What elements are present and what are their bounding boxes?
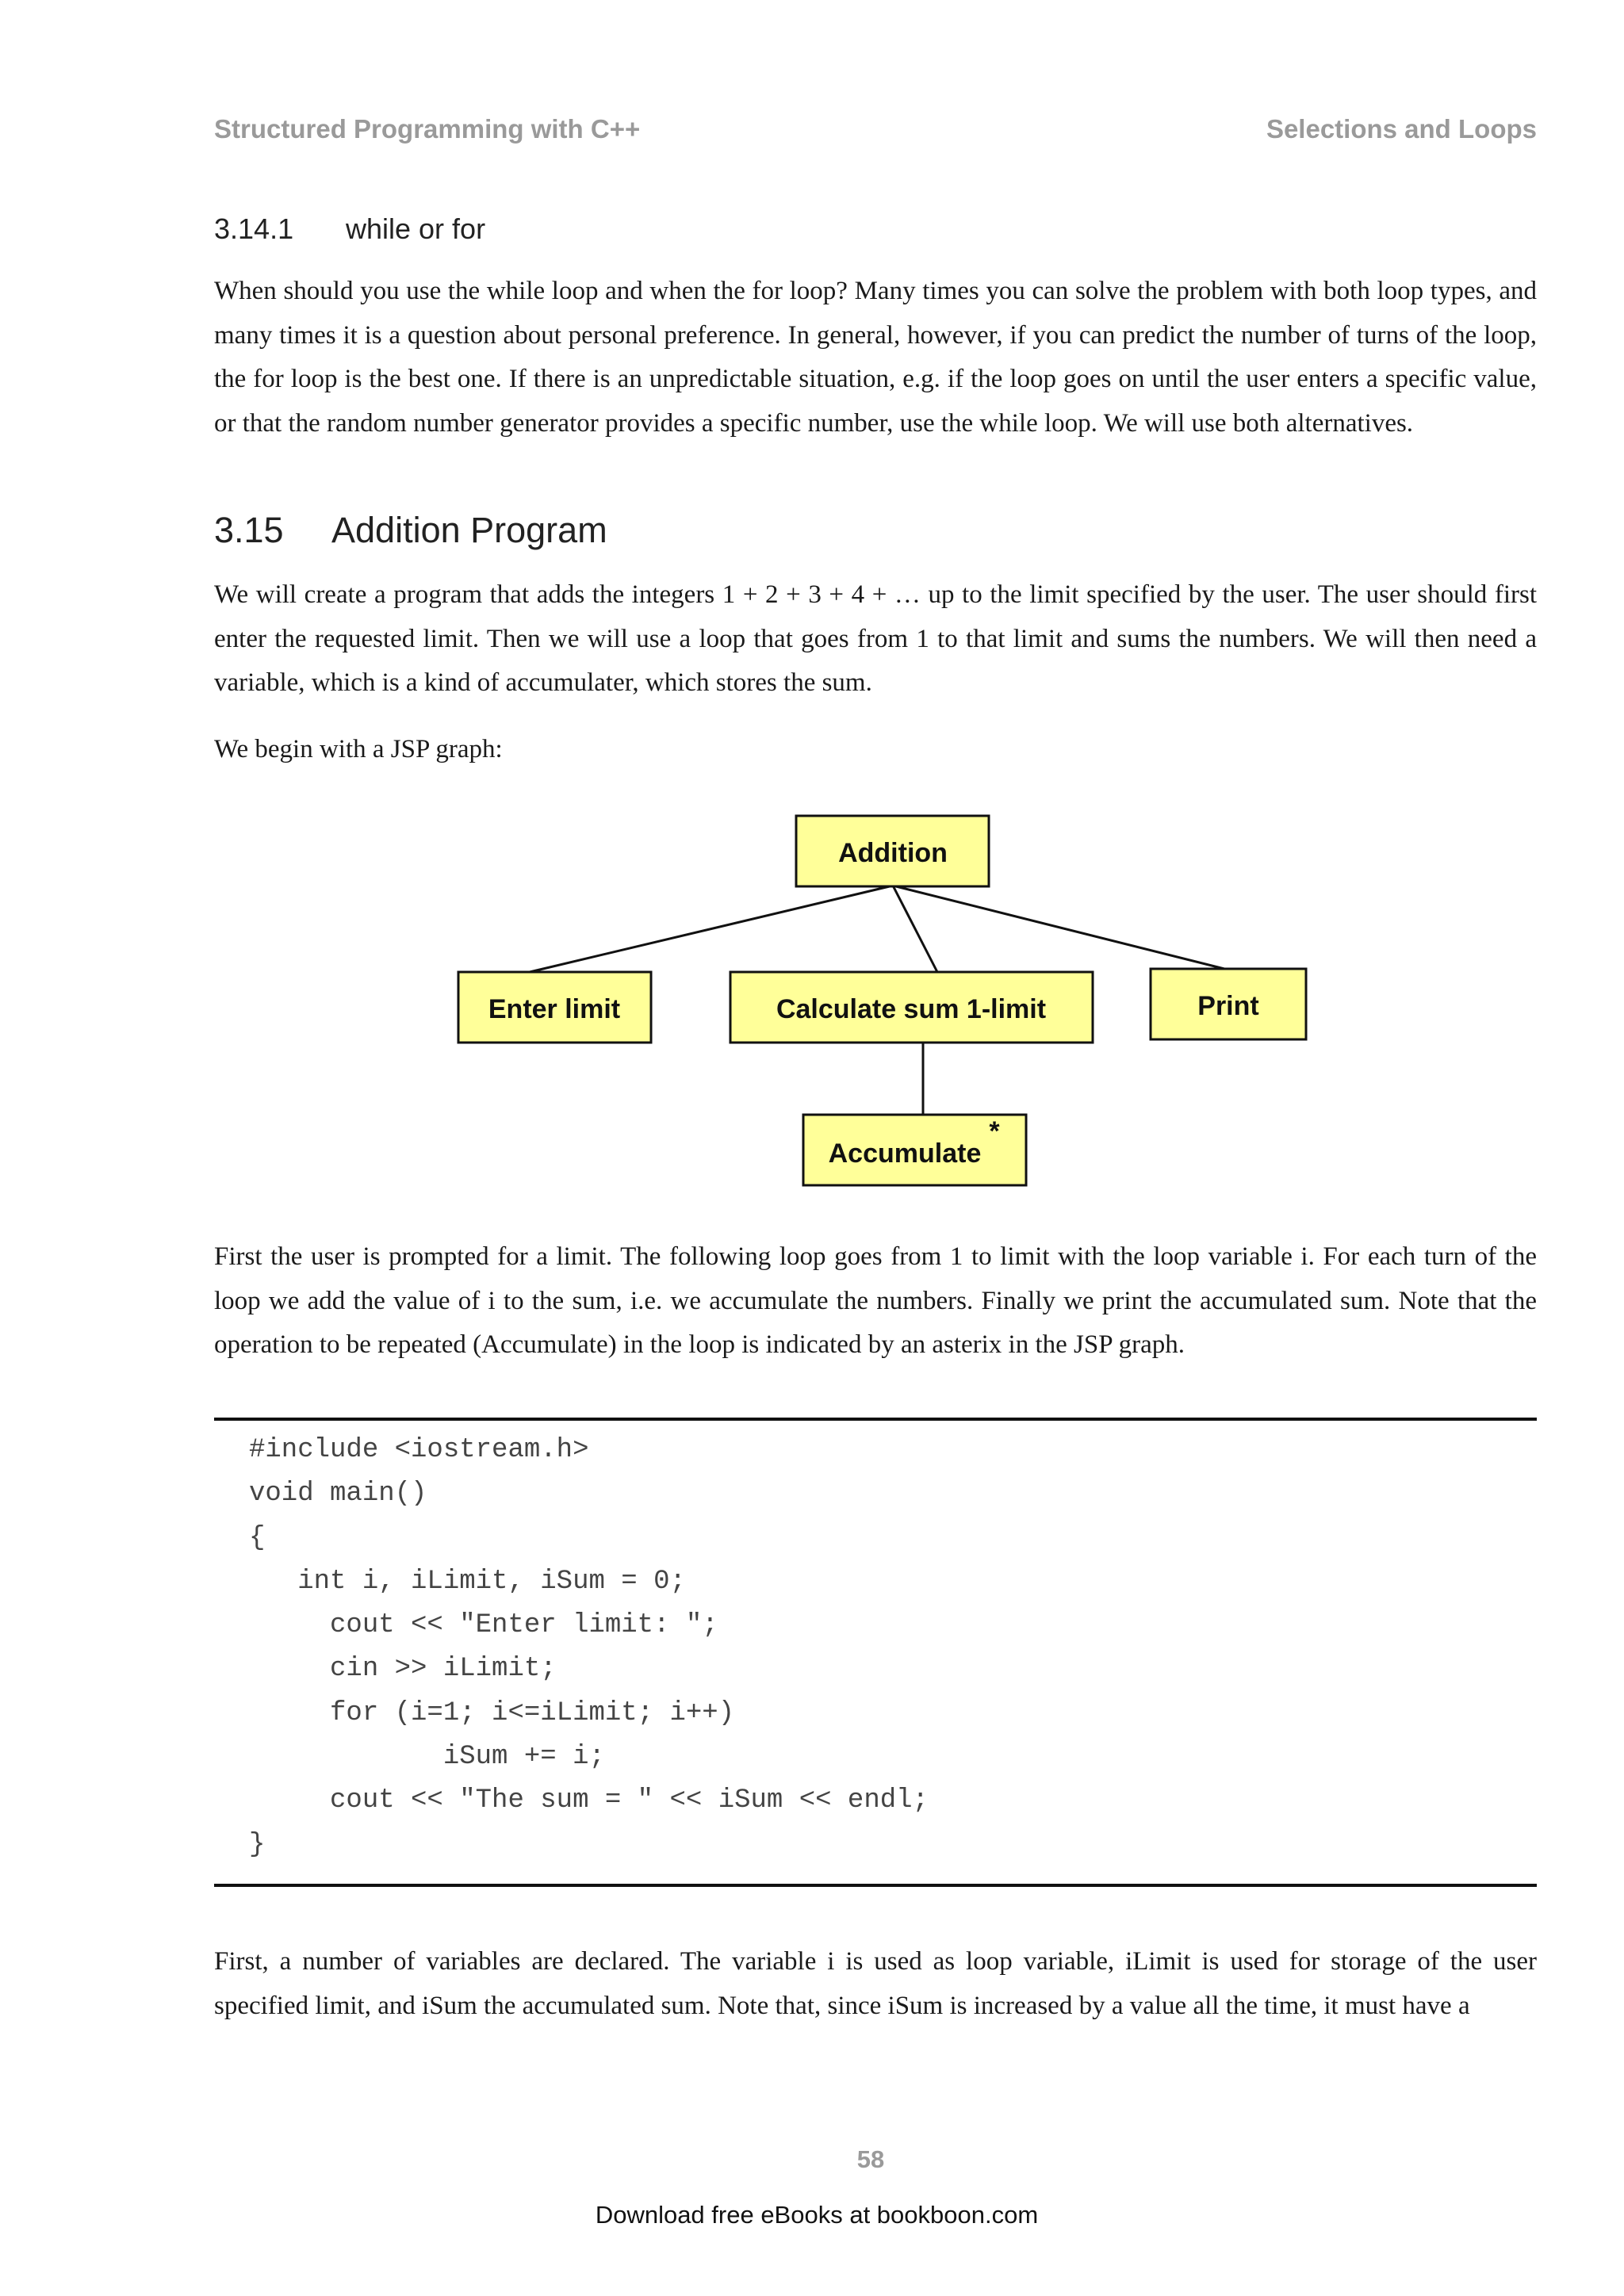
- running-header-left: Structured Programming with C++: [214, 114, 641, 144]
- code-listing: [214, 1418, 1537, 1887]
- box-accumulate-label: Accumulate: [828, 1138, 982, 1169]
- connector-enter-limit: [530, 886, 893, 972]
- section-number: 3.15: [214, 510, 284, 550]
- paragraph-variables: First, a number of variables are declared. The variable i is used as loop variable, iLimit is used for storage of the user specified limit, and iSum the accumulated sum. Note that, since iSum is increased by a value all the time, it must have a: [214, 1947, 1537, 2020]
- paragraph-while-or-for: When should you use the while loop and when the for loop? Many times you can solve the problem with both loop types, and many times it is a question about personal preference. In general, however, if you can predict the number of turns of the loop, the for loop is the best one. If there is an unpredictable situation, e.g. if the loop goes on until the user enters a specific value, or that the random number generator provides a specific number, use the while loop. We will use both alternatives.: [214, 277, 1537, 438]
- running-header-right: Selections and Loops: [1266, 114, 1537, 144]
- section-title: Addition Program: [331, 510, 607, 550]
- connector-print: [893, 886, 1224, 969]
- box-calculate-sum: [730, 972, 1093, 1043]
- code-text: #include <iostream.h> void main() { int i, iLimit, iSum = 0; cout << "Enter limit: "; cin >> iLimit; for (i=1; i<=iLimit; i++) iSum += i; cout << "The sum = " << iSum << endl; }: [249, 1435, 929, 1860]
- paragraph-jsp-intro: We begin with a JSP graph:: [214, 735, 503, 763]
- box-addition: [796, 816, 989, 886]
- paragraph-jsp-explanation: First the user is prompted for a limit. The following loop goes from 1 to limit with the loop variable i. For each turn of the loop we add the value of i to the sum, i.e. we accumulate the numbers. Finally we print the accumulated sum. Note that the operation to be repeated (Accumulate) in the loop is indicated by an asterix in the JSP graph.: [214, 1242, 1537, 1359]
- subsection-title: while or for: [346, 212, 486, 245]
- box-enter-limit-label: Enter limit: [488, 994, 621, 1024]
- subsection-number: 3.14.1: [214, 212, 294, 245]
- footer-download-link[interactable]: Download free eBooks at bookboon.com: [595, 2201, 1039, 2229]
- box-accumulate: [803, 1115, 1026, 1185]
- box-addition-label: Addition: [838, 838, 948, 868]
- connector-calculate: [893, 886, 937, 972]
- paragraph-addition-intro: We will create a program that adds the integers 1 + 2 + 3 + 4 + … up to the limit specified by the user. The user should first enter the requested limit. Then we will use a loop that goes from 1 to that limit and sums the numbers. We will then need a variable, which is a kind of accumulater, which stores the sum.: [214, 580, 1537, 697]
- box-print: [1151, 969, 1306, 1039]
- box-print-label: Print: [1197, 991, 1259, 1021]
- box-enter-limit: [458, 972, 651, 1043]
- box-calculate-sum-label: Calculate sum 1-limit: [776, 994, 1047, 1024]
- page-number: 58: [856, 2145, 885, 2173]
- iteration-asterisk: *: [989, 1116, 1000, 1146]
